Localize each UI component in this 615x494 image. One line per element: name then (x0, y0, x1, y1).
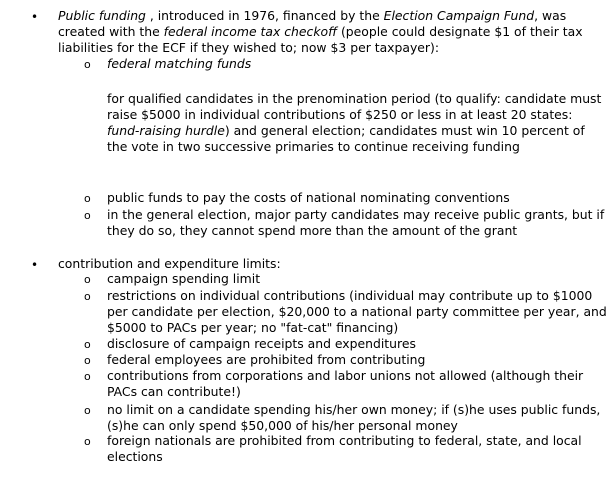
bullet-circle-icon: o (84, 370, 91, 383)
bullet-disc-icon: • (31, 10, 39, 24)
term-matching-funds: federal matching funds (107, 56, 252, 71)
bullet-circle-icon: o (84, 58, 91, 71)
term-election-campaign-fund: Election Campaign Fund (383, 8, 535, 23)
sub-item-matching-funds (107, 56, 607, 72)
sub-item-own-money: no limit on a candidate spending his/her own money; if (s)he uses public funds, (s)he can only spend $50,000 of his/her personal money (107, 402, 601, 433)
bullet-circle-icon: o (84, 290, 91, 303)
sub-item-conventions: public funds to pay the costs of national nominating conventions (107, 190, 510, 205)
bullet-circle-icon: o (84, 404, 91, 417)
bullet-circle-icon: o (84, 192, 91, 205)
list-item-limits: contribution and expenditure limits: (58, 256, 281, 271)
sub-item-individual-restrictions: restrictions on individual contributions (individual may contribute up to $1000 per candidate per election, $20,000 to a national party committee per year, and $5000 to PACs per year; no "fat-cat" financing) (107, 288, 607, 335)
bullet-circle-icon: o (84, 354, 91, 367)
sub-item-spending-limit: campaign spending limit (107, 271, 261, 286)
list-item-public-funding: Public funding , introduced in 1976, financed by the Election Campaign Fund, was created with the federal income tax checkoff (people could designate $1 of their tax liabilities for the ECF if they wished to; now $3 per taxpayer): (58, 8, 583, 55)
bullet-disc-icon: • (31, 258, 39, 272)
bullet-circle-icon: o (84, 435, 91, 448)
sub-item-federal-employees: federal employees are prohibited from contributing (107, 352, 426, 367)
sub-item-foreign-nationals: foreign nationals are prohibited from contributing to federal, state, and local elections (107, 433, 582, 464)
term-public-funding: Public funding (58, 8, 146, 23)
term-tax-checkoff: federal income tax checkoff (163, 24, 338, 39)
matching-funds-paragraph: for qualified candidates in the prenomination period (to qualify: candidate must raise $5000 in individual contributions of $250 or less in at least 20 states: fund-raising hurdle) and general election; candidates must win 10 percent of the vote in two successive primaries to continue receiving funding (107, 91, 602, 154)
sub-item-general-election: in the general election, major party candidates may receive public grants, but if they do so, they cannot spend more than the amount of the grant (107, 207, 605, 238)
term-fund-raising-hurdle: fund-raising hurdle (107, 123, 225, 138)
bullet-circle-icon: o (84, 273, 91, 286)
bullet-circle-icon: o (84, 209, 91, 222)
bullet-circle-icon: o (84, 338, 91, 351)
sub-item-disclosure: disclosure of campaign receipts and expenditures (107, 336, 416, 351)
sub-item-corporations: contributions from corporations and labor unions not allowed (although their PACs can contribute!) (107, 368, 584, 399)
